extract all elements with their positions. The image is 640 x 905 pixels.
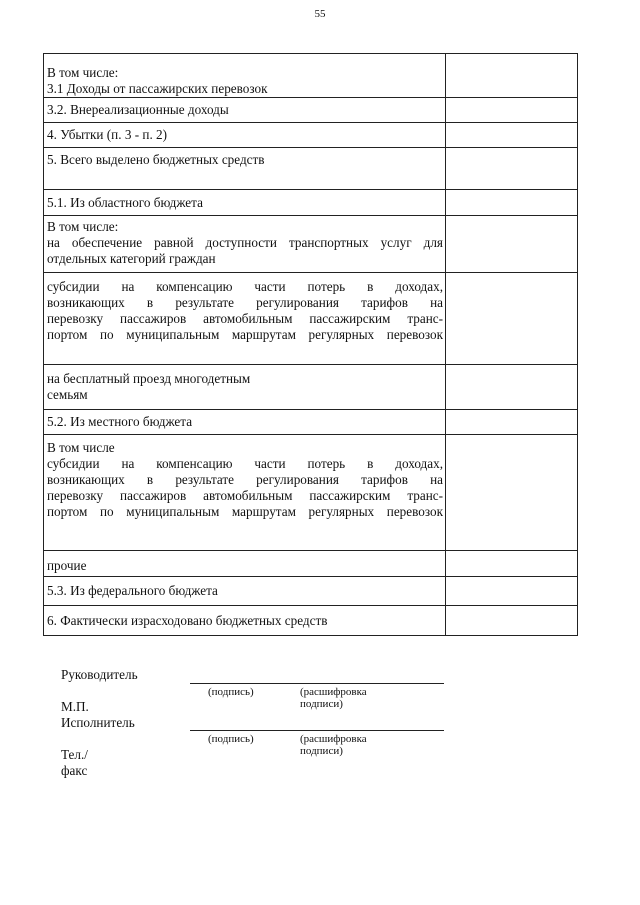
row-label	[44, 365, 446, 410]
table-row	[44, 148, 578, 190]
head-signature-caption: (подпись)	[208, 686, 254, 698]
row-label-line: на обеспечение равной доступности транспортных услуг для	[47, 235, 443, 250]
row-label	[44, 98, 446, 123]
row-label-line: отдельных категорий граждан	[47, 251, 216, 266]
head-signature-line[interactable]	[190, 683, 444, 684]
executor-signature-caption: (подпись)	[208, 733, 254, 745]
row-value[interactable]	[446, 190, 578, 216]
head-label: Руководитель	[61, 667, 138, 682]
row-label-line: прочие	[47, 558, 87, 573]
row-label	[44, 410, 446, 435]
table-row	[44, 410, 578, 435]
row-label	[44, 54, 446, 98]
row-label-line: субсидии на компенсацию части потерь в доходах,	[47, 456, 443, 471]
table-row	[44, 435, 578, 551]
row-label	[44, 123, 446, 148]
row-label	[44, 606, 446, 636]
row-label-line: портом по муниципальным маршрутам регулярных перевозок	[47, 327, 443, 342]
row-label-line: возникающих в результате регулирования тарифов на	[47, 295, 443, 310]
table-row	[44, 273, 578, 365]
row-label-line: 3.1 Доходы от пассажирских перевозок	[47, 81, 268, 96]
row-value[interactable]	[446, 435, 578, 551]
head-decoding-caption: (расшифровка подписи)	[300, 686, 367, 710]
row-label	[44, 216, 446, 273]
executor-decoding-caption: (расшифровка подписи)	[300, 733, 367, 757]
table-row	[44, 123, 578, 148]
table-row	[44, 190, 578, 216]
row-label-line: семьям	[47, 387, 88, 402]
row-value[interactable]	[446, 410, 578, 435]
row-value[interactable]	[446, 273, 578, 365]
table-row	[44, 577, 578, 606]
row-label	[44, 273, 446, 365]
table-row	[44, 98, 578, 123]
row-label-line: на бесплатный проезд многодетным	[47, 371, 251, 386]
executor-signature-line[interactable]	[190, 730, 444, 731]
row-value[interactable]	[446, 148, 578, 190]
report-table	[43, 53, 578, 636]
executor-label: Исполнитель	[61, 715, 135, 730]
phone-fax-label: Тел./факс	[61, 747, 88, 778]
row-value[interactable]	[446, 54, 578, 98]
row-label	[44, 435, 446, 551]
row-label-line: 5.1. Из областного бюджета	[47, 194, 203, 210]
row-label-line: 3.2. Внереализационные доходы	[47, 102, 229, 117]
row-label-line: 4. Убытки (п. 3 - п. 2)	[47, 127, 168, 142]
row-label	[44, 551, 446, 577]
row-value[interactable]	[446, 216, 578, 273]
row-label-line: портом по муниципальным маршрутам регулярных перевозок	[47, 504, 443, 519]
row-value[interactable]	[446, 606, 578, 636]
row-label-line: 6. Фактически израсходовано бюджетных средств	[47, 612, 328, 628]
row-label	[44, 148, 446, 190]
row-label-line: В том числе:	[47, 219, 119, 234]
row-label-line: возникающих в результате регулирования тарифов на	[47, 472, 443, 487]
row-label-line: перевозку пассажиров автомобильным пассажирским транс-	[47, 488, 443, 503]
row-label	[44, 190, 446, 216]
row-value[interactable]	[446, 98, 578, 123]
row-value[interactable]	[446, 577, 578, 606]
row-label-line: 5.3. Из федерального бюджета	[47, 583, 218, 598]
page-number: 55	[314, 8, 326, 20]
row-value[interactable]	[446, 365, 578, 410]
table-row	[44, 365, 578, 410]
row-label	[44, 577, 446, 606]
row-value[interactable]	[446, 123, 578, 148]
row-label-line: перевозку пассажиров автомобильным пассажирским транс-	[47, 311, 443, 326]
row-value[interactable]	[446, 551, 578, 577]
table-row	[44, 606, 578, 636]
row-label-line: 5. Всего выделено бюджетных средств	[47, 152, 265, 167]
row-label-line: 5.2. Из местного бюджета	[47, 414, 193, 429]
table-row	[44, 54, 578, 98]
row-label-line: В том числе	[47, 440, 115, 455]
table-row	[44, 551, 578, 577]
row-label-line: В том числе:	[47, 65, 119, 80]
stamp-label: М.П.	[61, 699, 89, 714]
table-row	[44, 216, 578, 273]
row-label-line: субсидии на компенсацию части потерь в доходах,	[47, 279, 443, 294]
